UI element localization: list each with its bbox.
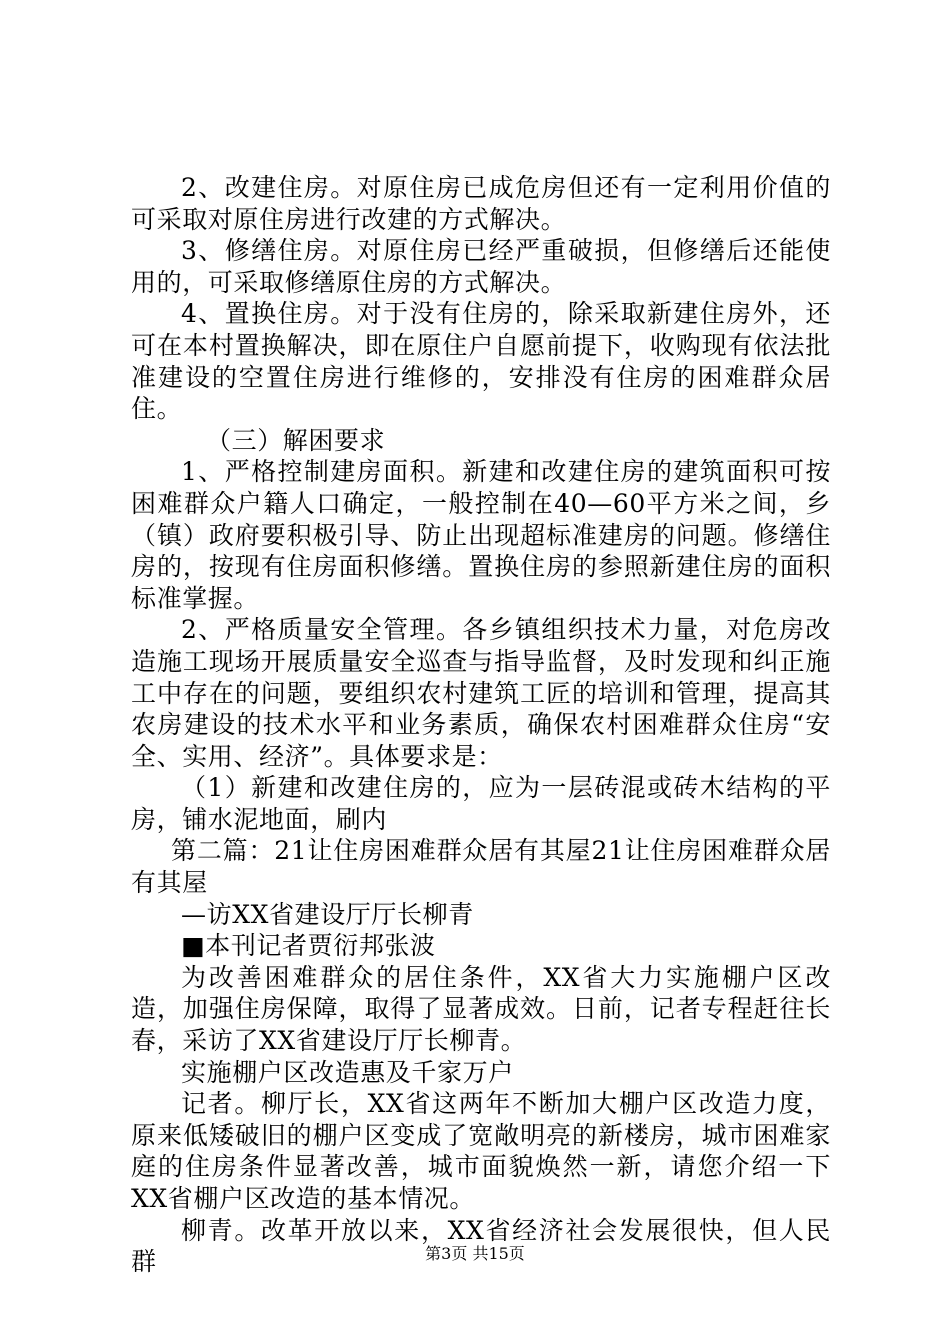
paragraph-requirement-1: （1）新建和改建住房的，应为一层砖混或砖木结构的平房，铺水泥地面，刷内 bbox=[131, 773, 831, 834]
paragraph-rebuild-housing: 2、改建住房。对原住房已成危房但还有一定利用价值的可采取对原住房进行改建的方式解决。 bbox=[131, 173, 831, 234]
paragraph-replace-housing: 4、置换住房。对于没有住房的，除采取新建住房外，还可在本村置换解决，即在原住户自愿前提下，收购现有依法批准建设的空置住房进行维修的，安排没有住房的困难群众居住。 bbox=[131, 299, 831, 424]
article-subtitle: —访XX省建设厅厅长柳青 bbox=[181, 899, 474, 929]
page-footer bbox=[0, 1244, 950, 1264]
article-title: 第二篇：21让住房困难群众居有其屋21让住房困难群众居有其屋 bbox=[131, 836, 831, 898]
article-section-heading: 实施棚户区改造惠及千家万户 bbox=[181, 1057, 514, 1087]
article-byline: ■本刊记者贾衍邦张波 bbox=[181, 931, 436, 961]
paragraph-control-area: 1、严格控制建房面积。新建和改建住房的建筑面积可按困难群众户籍人口确定，一般控制在40—60平方米之间，乡（镇）政府要积极引导、防止出现超标准建房的问题。修缮住房的，按现有住房面积修缮。置换住房的参照新建住房的面积标准掌握。 bbox=[131, 457, 831, 613]
document-body bbox=[131, 172, 831, 1278]
paragraph-repair-housing: 3、修缮住房。对原住房已经严重破损，但修缮后还能使用的，可采取修缮原住房的方式解决。 bbox=[131, 236, 831, 297]
paragraph-quality-safety: 2、严格质量安全管理。各乡镇组织技术力量，对危房改造施工现场开展质量安全巡查与指导监督，及时发现和纠正施工中存在的问题，要组织农村建筑工匠的培训和管理，提高其农房建设的技术水平和业务素质，确保农村困难群众住房“安全、实用、经济”。具体要求是： bbox=[131, 615, 831, 771]
interview-answer: 柳青。改革开放以来，XX省经济社会发展很快，但人民群 bbox=[131, 1215, 831, 1277]
section-heading-requirements: （三）解困要求 bbox=[206, 425, 386, 455]
interview-question: 记者。柳厅长，XX省这两年不断加大棚户区改造力度，原来低矮破旧的棚户区变成了宽敞明亮的新楼房，城市困难家庭的住房条件显著改善，城市面貌焕然一新，请您介绍一下XX省棚户区改造的基本情况。 bbox=[131, 1089, 831, 1213]
article-intro: 为改善困难群众的居住条件，XX省大力实施棚户区改造，加强住房保障，取得了显著成效。日前，记者专程赶往长春，采访了XX省建设厅厅长柳青。 bbox=[131, 962, 831, 1056]
page-number-label: 第3页 共15页 bbox=[425, 1244, 525, 1263]
